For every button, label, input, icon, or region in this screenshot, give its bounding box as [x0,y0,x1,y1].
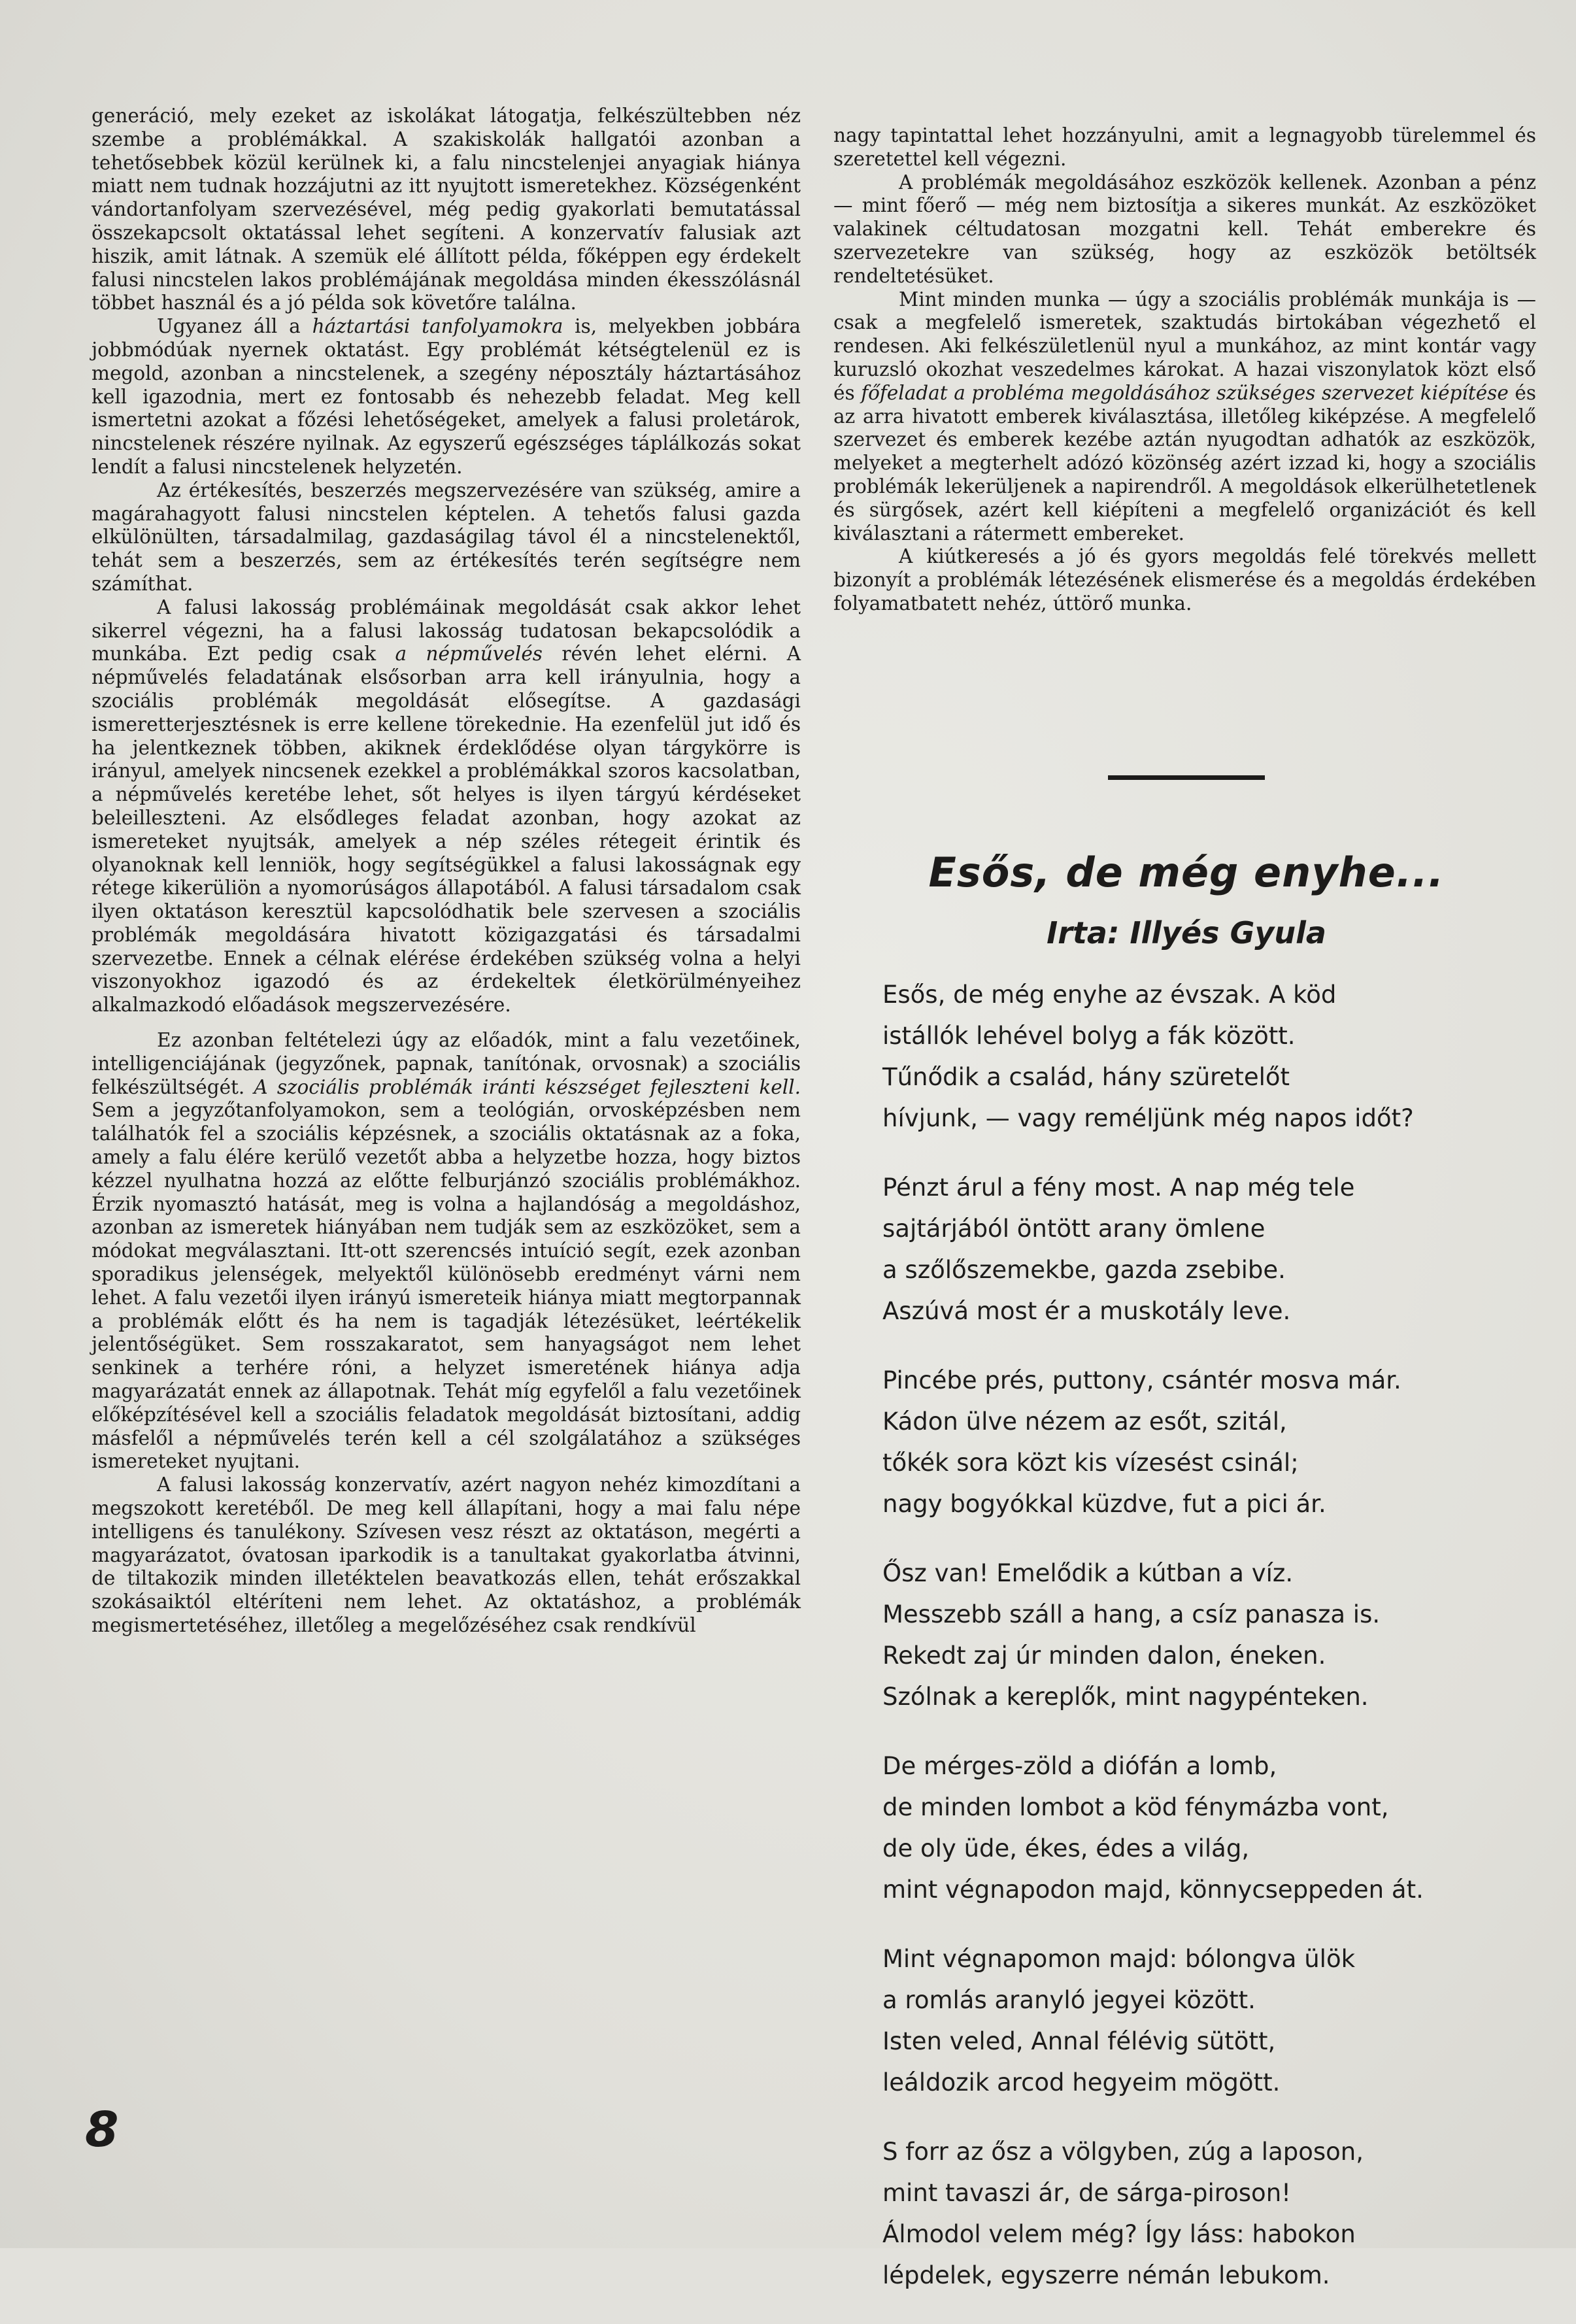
poem-stanza [882,2131,1536,2296]
poem-stanza [882,1167,1536,1332]
poem-line: a romlás aranyló jegyei között. [882,1986,1256,2014]
poem-line: Aszúvá most ér a muskotály leve. [882,1297,1291,1325]
poem-stanza [882,1745,1536,1910]
poem-line: Ősz van! Emelődik a kútban a víz. [882,1559,1294,1587]
poem-line: Mint végnapomon majd: bólongva ülök [882,1945,1356,1973]
paragraph-text: és az arra hivatott emberek kiválasztása, illetőleg kiképzése. A megfelelő szervezet és emberek kezébe aztán nyugodtan adhatók az eszközök, melyeket a megterhelt adózó közönség azért izzad ki, hogy a szociális problémák lekerüljenek a napirendről. A megoldások elkerülhetetlenek és sürgősek, azért kell kiépíteni a megfelelő organizációt és kell kiválasztani a rátermett embereket. [833,381,1536,545]
poem-line: de oly üde, ékes, édes a világ, [882,1834,1250,1862]
paragraph: A kiútkeresés a jó és gyors megoldás felé törekvés mellett bizonyít a problémák létezésének elismerése és a megoldás érdekében folyamatbatett nehéz, úttörő munka. [833,545,1536,615]
poem-line: mint végnapodon majd, könnycseppeden át. [882,1876,1424,1904]
poem-stanza [882,1360,1536,1524]
poem-title: Esős, de még enyhe... [928,849,1445,896]
paragraph [92,315,801,479]
poem-line: nagy bogyókkal küzdve, fut a pici ár. [882,1490,1326,1518]
poem-line: De mérges-zöld a diófán a lomb, [882,1752,1277,1780]
paragraph [92,1029,801,1474]
page-number: 8 [85,2102,119,2158]
poem-stanza [882,974,1536,1139]
poem-line: a szőlőszemekbe, gazda zsebibe. [882,1256,1286,1284]
paragraph-text: Ez azonban feltételezi úgy az előadók, mint a falu vezetőinek, intelligenciájának (jegyzőnek, papnak, tanítónak, orvosnak) a szociális felkészültségét. [92,1029,801,1098]
poem-line: Esős, de még enyhe az évszak. A köd [882,981,1337,1009]
poem-line: Kádon ülve nézem az esőt, szitál, [882,1407,1287,1436]
poem-line: hívjunk, — vagy reméljünk még napos időt? [882,1104,1414,1132]
paragraph: nagy tapintattal lehet hozzányulni, amit a legnagyobb türelemmel és szeretettel kell végezni. [833,124,1536,170]
paragraph-text: A falusi lakosság problémáinak megoldását csak akkor lehet sikerrel végezni, ha a falusi lakosság tudatosan bekapcsolódik a munkába. Ezt pedig csak [92,596,801,665]
poem-line: Messzebb száll a hang, a csíz panasza is. [882,1600,1381,1628]
section-divider [1108,775,1265,780]
paragraph-text: révén lehet elérni. A népművelés feladatának elsősorban arra kell irányulnia, hogy a szociális problémák megoldását elősegítse. A gazdasági ismeretterjesztésnek is erre kellene törekednie. Ha ezenfelül jut idő és ha jelentkeznek többen, akiknek érdeklődése olyan tárgykörre is irányul, amelyek nincsenek ezekkel a problémákkal szoros kacsolatban, a népművelés keretébe lehet, sőt helyes is ilyen tárgyú kérdéseket beleilleszteni. Az elsődleges feladat azonban, hogy azokat az ismereteket nyujtsák, amelyek a nép széles rétegeit érintik és olyanoknak kell lenniök, hogy segítségükkel a falusi lakosságnak egy rétege kikerüliön a nyomorúságos állapotából. A falusi társadalom csak ilyen oktatáson keresztül kapcsolódhatik bele szervesen a szociális problémák megoldására hivatott közigazgatási és társadalmi szervezetbe. Ennek a célnak elérése érdekében szükség volna a helyi viszonyokhoz igazodó és az érdekeltek életkörülményeihez alkalmazkodó előadások megszervezésére. [92,643,801,1017]
poem-line: istállók lehével bolyg a fák között. [882,1022,1296,1050]
poem-line: leáldozik arcod hegyeim mögött. [882,2068,1281,2097]
poem-line: mint tavaszi ár, de sárga-piroson! [882,2179,1291,2207]
paragraph [92,596,801,1017]
poem-line: lépdelek, egyszerre némán lebukom. [882,2261,1330,2289]
paragraph-text: Mint minden munka — úgy a szociális problémák munkája is — csak a megfelelő ismeretek, szaktudás birtokában végezhető el rendesen. Aki felkészületlenül nyul a munkához, az mint kontár vagy kuruzsló okozhat veszedelmes károkat. A hazai viszonylatok közt első és [833,288,1536,404]
poem-line: Rekedt zaj úr minden dalon, éneken. [882,1642,1326,1670]
emphasis: főfeladat a probléma megoldásához szükséges szervezet kiépítése [861,381,1509,404]
poem-stanza [882,1553,1536,1717]
poem-line: Álmodol velem még? Így láss: habokon [882,2220,1356,2248]
emphasis: a népművelés [395,643,543,665]
paragraph-text: is, melyekben jobbára jobbmódúak nyernek oktatást. Egy problémát kétségtelenül ez is megold, azonban a nincstelenek, a szegény néposztály háztartásához kell igazodnia, mert ez fontosabb és nehezebb feladat. Meg kell ismertetni azokat a főzési lehetőségeket, amelyek a falusi proletárok, nincstelenek részére nyilnak. Az egyszerű egészséges táplálkozás sokat lendít a falusi nincstelenek helyzetén. [92,315,801,478]
poem-line: de minden lombot a köd fénymázba vont, [882,1793,1389,1821]
paragraph: A problémák megoldásához eszközök kellenek. Azonban a pénz — mint főerő — még nem biztosítja a sikeres munkát. Az eszközöket valakinek céltudatosan mozgatni kell. Tehát emberekre és szervezetekre van szükség, hogy az eszközök betöltsék rendeltetésüket. [833,171,1536,287]
paragraph-text: Ugyanez áll a [157,315,312,338]
poem-line: Szólnak a kereplők, mint nagypénteken. [882,1683,1369,1711]
poem-line: Pincébe prés, puttony, csántér mosva már. [882,1366,1401,1394]
poem-line: Tűnődik a család, hány szüretelőt [882,1063,1290,1091]
poem-stanza [882,1938,1536,2103]
poem-line: Isten veled, Annal félévig sütött, [882,2027,1276,2055]
poem-line: sajtárjából öntött arany ömlene [882,1215,1266,1243]
article-right-column [833,124,1536,616]
poem-line: S forr az ősz a völgyben, zúg a laposon, [882,2138,1364,2166]
poem-line: tőkék sora közt kis vízesést csinál; [882,1449,1299,1477]
poem-body [882,974,1536,2324]
poem-author: Irta: Illyés Gyula [1047,915,1326,951]
emphasis: A szociális problémák iránti készséget fejleszteni kell. [254,1075,801,1098]
paragraph: A falusi lakosság konzervatív, azért nagyon nehéz kimozdítani a megszokott keretéből. De meg kell állapítani, hogy a mai falu népe intelligens és tanulékony. Szívesen vesz részt az oktatáson, megérti a magyarázatot, óvatosan iparkodik is a tanultakat gyakorlatba átvinni, de tiltakozik minden illetéktelen beavatkozás ellen, tehát erőszakkal szokásaiktól eltéríteni nem lehet. Az oktatáshoz, a problémák megismertetéséhez, illetőleg a megelőzéséhez csak rendkívül [92,1474,801,1636]
paragraph-text: Sem a jegyzőtanfolyamokon, sem a teológián, orvosképzésben nem találhatók fel a szociális képzésnek, a szociális oktatásnak az a foka, amely a falu élére kerülő vezetőt abba a helyzetbe hozza, hogy biztos kézzel nyulhatna hozzá az előtte felburjánzó szociális problémákhoz. Érzik nyomasztó hatását, meg is volna a hajlandóság a megoldáshoz, azonban az ismeretek hiányában nem tudják sem az eszközöket, sem a módokat megválasztani. Itt-ott szerencsés intuíció segít, ezek azonban sporadikus jelenségek, melyektől különösebb eredményt várni nem lehet. A falu vezetői ilyen irányú ismereteik hiánya miatt megtorpannak a problémák előtt és ha nem is tagadják létezésüket, leértékelik jelentőségüket. Sem rosszakaratot, sem hanyagságot nem lehet senkinek a terhére róni, a helyzet ismeretének hiánya adja magyarázatát ennek az állapotnak. Tehát míg egyfelől a falu vezetőinek előképzítésével kell a szociális feladatok megoldását biztosítani, addig másfelől a népművelés terén kell a cél szolgálatához a szükséges ismereteket nyujtani. [92,1099,801,1473]
emphasis: háztartási tanfolyamokra [312,315,563,338]
article-left-column [92,105,801,1638]
paragraph [833,288,1536,546]
paragraph: generáció, mely ezeket az iskolákat látogatja, felkészültebben néz szembe a problémákkal. A szakiskolák hallgatói azonban a tehetősebbek közül kerülnek ki, a falu nincstelenjei anyagiak hiánya miatt nem tudnak hozzájutni az itt nyujtott ismeretekhez. Községenként vándortanfolyam szervezésével, még pedig gyakorlati bemutatással összekapcsolt oktatással lehet segíteni. A konzervatív falusiak azt hiszik, amit látnak. A szemük elé állított példa, főképpen egy érdekelt falusi nincstelen lakos problémájának megoldása minden ékesszólásnál többet használ és a jó példa sok követőre találna. [92,105,801,314]
poem-line: Pénzt árul a fény most. A nap még tele [882,1173,1355,1202]
paragraph: Az értékesítés, beszerzés megszervezésére van szükség, amire a magárahagyott falusi nincstelen képtelen. A tehetős falusi gazda elkülönülten, társadalmilag, gazdaságilag távol él a nincstelenektől, tehát sem a beszerzés, sem az értékesítés terén segítségre nem számíthat. [92,479,801,595]
